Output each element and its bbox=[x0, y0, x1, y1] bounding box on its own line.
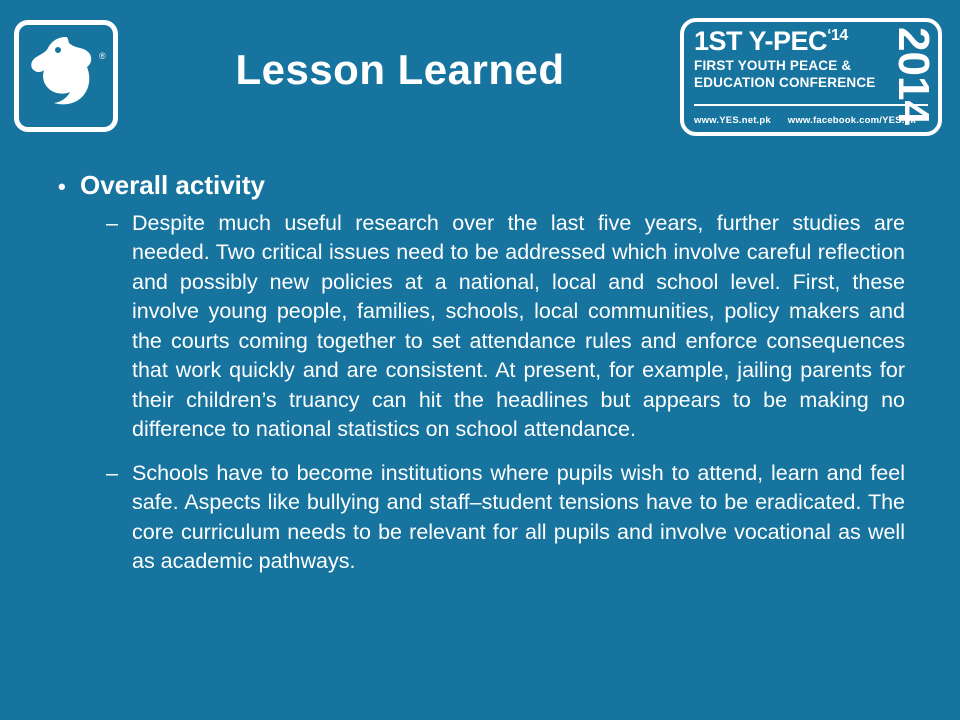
conference-logo bbox=[680, 18, 942, 136]
slide-header bbox=[0, 0, 960, 152]
website-url: www.YES.net.pk bbox=[694, 115, 771, 126]
dove-logo bbox=[14, 20, 118, 132]
conference-logo-year-rotated bbox=[890, 26, 936, 126]
conference-logo-name: 1ST Y-PEC bbox=[694, 26, 828, 56]
body-heading bbox=[0, 170, 960, 201]
dove-icon bbox=[19, 25, 113, 127]
body-heading-label: Overall activity bbox=[80, 170, 265, 200]
list-item-text: Schools have to become institutions where pupils wish to attend, learn and feel safe. Aspects like bullying and staff–student tensions have to be eradicated. The core curriculum needs to be relevant for all pupils and involve vocational as well as academic pathways. bbox=[132, 460, 905, 573]
svg-text:®: ® bbox=[99, 51, 106, 61]
list-item-text: Despite much useful research over the last five years, further studies are needed. Two critical issues need to be addressed which involve careful reflection and possibly new policies at a national, local and school level. First, these involve young people, families, schools, local communities, policy makers and the courts coming together to set attendance rules and enforce consequences that work quickly and are consistent. At present, for example, jailing parents for their children’s truancy can hit the headlines but appears to be making no difference to national statistics on school attendance. bbox=[132, 211, 905, 442]
list-item bbox=[0, 459, 960, 577]
bullet-glyph: • bbox=[58, 174, 66, 199]
slide-body bbox=[0, 170, 960, 576]
conference-logo-line3: EDUCATION CONFERENCE bbox=[694, 74, 876, 90]
conference-logo-year-tick: ‘14 bbox=[827, 27, 848, 44]
conference-logo-line2: FIRST YOUTH PEACE & bbox=[694, 58, 852, 73]
conference-logo-year-text: 2014 bbox=[889, 27, 938, 125]
dash-glyph: – bbox=[106, 211, 118, 235]
dash-glyph: – bbox=[106, 460, 118, 485]
page-title: Lesson Learned bbox=[235, 46, 565, 93]
list-item bbox=[0, 209, 960, 445]
facebook-url: www.facebook.com/YES.pk bbox=[787, 115, 917, 126]
